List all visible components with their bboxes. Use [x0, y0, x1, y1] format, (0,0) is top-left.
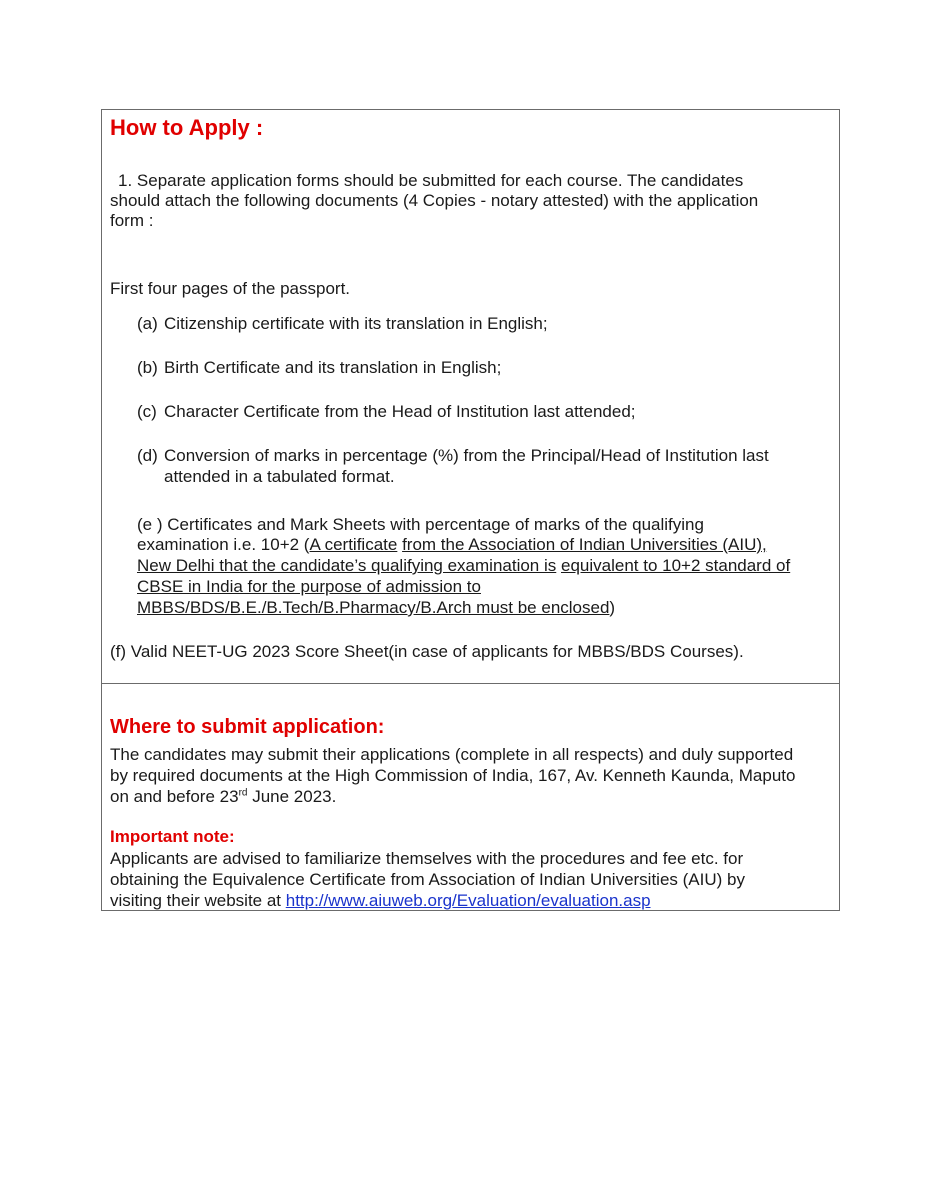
- item-a-marker: (a): [137, 314, 158, 333]
- item-c-text: Character Certificate from the Head of Institution last attended;: [164, 402, 636, 421]
- note-text: Applicants are advised to familiarize themselves with the procedures and fee etc. for: [110, 849, 744, 868]
- item-e-underlined: MBBS/BDS/B.E./B.Tech/B.Pharmacy/B.Arch must be enclosed: [137, 598, 610, 617]
- how-to-apply-heading: How to Apply :: [110, 115, 264, 140]
- item-e-text: [137, 598, 615, 618]
- item-b-marker: (b): [137, 358, 158, 377]
- section-divider: [101, 683, 839, 684]
- item-d-text: attended in a tabulated format.: [164, 467, 395, 486]
- submit-text: [110, 787, 336, 807]
- submit-text: The candidates may submit their applications (complete in all respects) and duly supported: [110, 745, 794, 764]
- where-to-submit-heading: Where to submit application:: [110, 716, 385, 738]
- note-text: obtaining the Equivalence Certificate from Association of Indian Universities (AIU) by: [110, 870, 745, 889]
- passport-item: First four pages of the passport.: [110, 279, 351, 298]
- item-e-text: [137, 577, 481, 597]
- intro-line: form :: [110, 211, 154, 230]
- deadline-ordinal: rd: [238, 787, 248, 799]
- aiu-website-link[interactable]: http://www.aiuweb.org/Evaluation/evaluation.asp: [285, 891, 651, 910]
- item-d-marker: (d): [137, 446, 158, 465]
- item-e-close: ): [609, 598, 616, 617]
- submit-text: by required documents at the High Commission of India, 167, Av. Kenneth Kaunda, Maputo: [110, 766, 796, 785]
- important-note-heading: Important note:: [110, 827, 235, 846]
- item-e-text: [137, 535, 767, 555]
- item-e-text: (e ) Certificates and Mark Sheets with percentage of marks of the qualifying: [137, 515, 704, 534]
- item-e-plain: examination i.e. 10+2 (: [137, 535, 310, 554]
- item-f-text: (f) Valid NEET-UG 2023 Score Sheet(in case of applicants for MBBS/BDS Courses).: [110, 642, 744, 661]
- note-text: [110, 891, 651, 911]
- item-a-text: Citizenship certificate with its translation in English;: [164, 314, 548, 333]
- item-b-text: Birth Certificate and its translation in English;: [164, 358, 502, 377]
- deadline-text: on and before 23: [110, 787, 239, 806]
- item-e-underlined: CBSE in India for the purpose of admission to: [137, 577, 481, 596]
- item-e-underlined: A certificate: [309, 535, 398, 554]
- item-e-underlined: equivalent to 10+2 standard of: [561, 556, 791, 575]
- item-d-text: Conversion of marks in percentage (%) from the Principal/Head of Institution last: [164, 446, 769, 465]
- item-e-text: [137, 556, 790, 576]
- intro-line: should attach the following documents (4 Copies - notary attested) with the application: [110, 191, 759, 210]
- intro-line: 1. Separate application forms should be submitted for each course. The candidates: [118, 171, 744, 190]
- item-c-marker: (c): [137, 402, 157, 421]
- item-e-underlined: from the Association of Indian Universities (AIU),: [402, 535, 767, 554]
- deadline-text: June 2023.: [247, 787, 337, 806]
- note-text-pre: visiting their website at: [110, 891, 286, 910]
- item-e-underlined: New Delhi that the candidate’s qualifying examination is: [137, 556, 557, 575]
